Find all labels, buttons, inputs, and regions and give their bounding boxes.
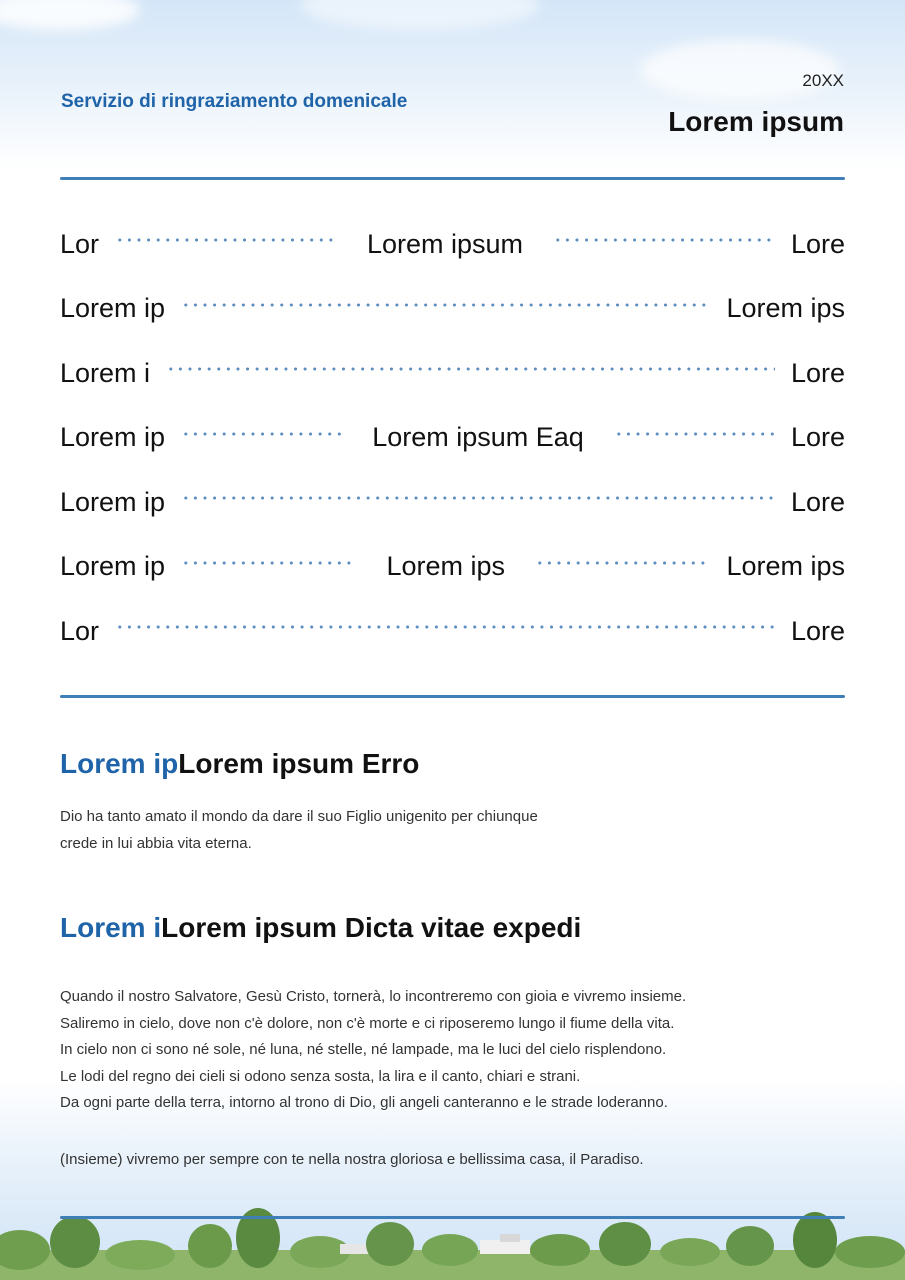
program-row — [60, 406, 845, 471]
leader-dots — [181, 303, 710, 307]
program-item-value: Lore — [790, 357, 845, 388]
program-list — [60, 212, 845, 664]
leader-dots — [535, 561, 710, 565]
body-line: Le lodi del regno dei cieli si odono senza sosta, la lira e il canto, chiari e strani. — [60, 1067, 581, 1085]
body-line: Dio ha tanto amato il mondo da dare il suo Figlio unigenito per chiunque — [60, 808, 538, 825]
section-2-title — [60, 912, 581, 944]
program-item-middle: Lorem ipsum Eaq — [372, 422, 584, 453]
program-item-middle: Lorem ips — [386, 551, 506, 582]
body-line: In cielo non ci sono né sole, né luna, né stelle, né lampade, ma le luci del cielo risplendono. — [60, 1041, 667, 1058]
leader-dots — [614, 432, 775, 436]
program-row — [60, 535, 845, 600]
section-2-closing: (Insieme) vivremo per sempre con te nella nostra gloriosa e bellissima casa, il Paradiso. — [60, 1151, 644, 1168]
leader-dots — [166, 367, 775, 371]
program-item-label: Lorem ip — [60, 551, 166, 582]
program-item-value: Lore — [790, 486, 845, 517]
leader-dots — [181, 496, 775, 500]
body-line: Da ogni parte della terra, intorno al trono di Dio, gli angeli canteranno e le strade loderanno. — [60, 1094, 668, 1111]
sky-background-top — [0, 0, 905, 170]
body-line: Saliremo in cielo, dove non c'è dolore, non c'è morte e ci riposeremo lungo il fiume della vita. — [60, 1014, 675, 1032]
service-title: Servizio di ringraziamento domenicale — [61, 91, 408, 112]
divider-bottom — [60, 1216, 845, 1219]
section-2-title-rest: Lorem ipsum Dicta vitae expedi — [161, 912, 582, 943]
leader-dots — [553, 238, 775, 242]
section-1-title-accent: Lorem ip — [60, 748, 179, 779]
body-line: crede in lui abbia vita eterna. — [60, 834, 252, 852]
section-1-body — [60, 804, 538, 857]
page-title: Lorem ipsum — [668, 106, 844, 137]
program-item-middle: Lorem ipsum — [366, 228, 524, 259]
program-row — [60, 277, 845, 342]
program-item-label: Lorem ip — [60, 293, 166, 324]
program-item-value: Lore — [790, 228, 846, 259]
leader-dots — [115, 238, 337, 242]
program-row — [60, 212, 845, 277]
divider-middle — [60, 695, 845, 698]
body-line: Quando il nostro Salvatore, Gesù Cristo, tornerà, lo incontreremo con gioia e vivremo insieme. — [60, 988, 687, 1005]
leader-dots — [181, 561, 356, 565]
section-2-body — [60, 984, 686, 1117]
program-item-label: Lor — [60, 228, 100, 259]
program-item-value: Lore — [790, 422, 846, 453]
program-item-label: Lorem i — [60, 357, 151, 388]
section-2-title-accent: Lorem i — [60, 912, 162, 943]
program-item-value: Lorem ips — [726, 293, 845, 324]
section-1-title — [60, 748, 419, 780]
program-item-label: Lor — [60, 615, 100, 646]
year-label: 20XX — [802, 71, 844, 90]
program-row — [60, 341, 845, 406]
program-row — [60, 470, 845, 535]
program-row — [60, 599, 845, 664]
section-1-title-rest: Lorem ipsum Erro — [178, 748, 420, 779]
leader-dots — [181, 432, 342, 436]
divider-top — [60, 177, 845, 180]
program-item-value: Lorem ips — [726, 551, 846, 582]
trees-illustration — [0, 1200, 905, 1280]
program-item-value: Lore — [790, 615, 845, 646]
program-item-label: Lorem ip — [60, 486, 166, 517]
leader-dots — [115, 625, 775, 629]
program-item-label: Lorem ip — [60, 422, 166, 453]
